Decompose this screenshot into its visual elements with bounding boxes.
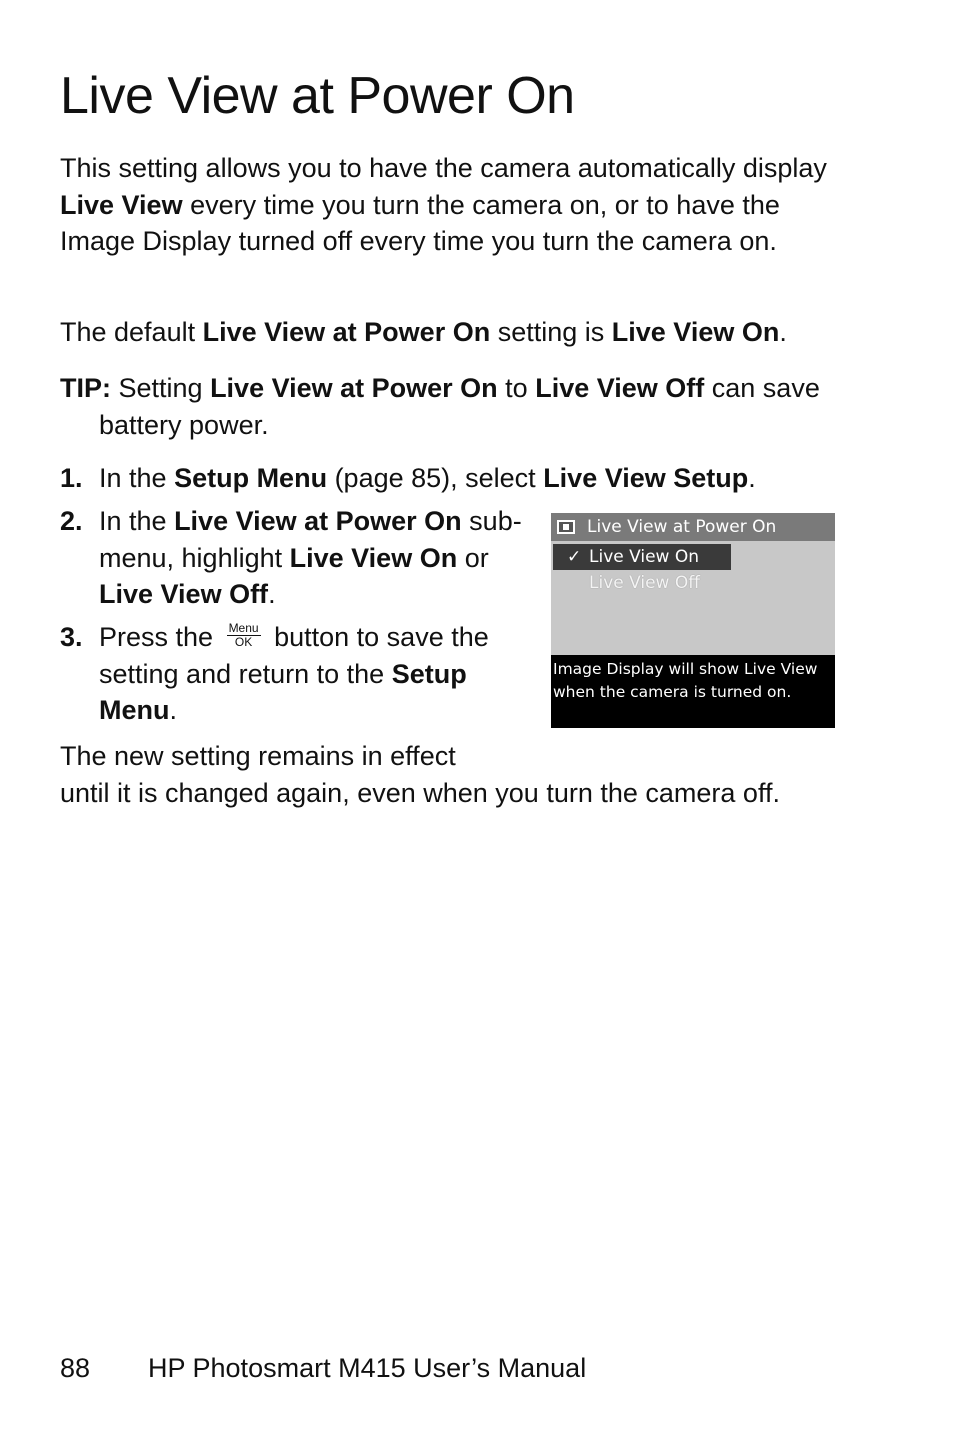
default-text-2: setting is (490, 317, 612, 347)
tip-paragraph (60, 370, 889, 443)
closing-line-1: The new setting remains in effect (60, 741, 456, 771)
default-bold-setting: Live View at Power On (202, 317, 491, 347)
step-text (99, 460, 859, 497)
step-bold-part: Live View at Power On (174, 506, 462, 536)
intro-bold: Live View (60, 189, 183, 220)
closing-paragraph (60, 738, 860, 811)
lcd-info-line-1: Image Display will show Live View (553, 660, 818, 678)
setup-menu-icon (557, 520, 575, 534)
step-text (99, 503, 539, 613)
step-text-part: In the (99, 506, 175, 536)
step-bold-part: Live View Setup (543, 463, 749, 493)
intro-text: This setting allows you to have the camera automatically display (60, 153, 827, 183)
step-text-part: . (268, 579, 276, 609)
step-number: 2. (60, 506, 83, 536)
intro-paragraph (60, 150, 850, 260)
lcd-header-title: Live View at Power On (587, 517, 777, 537)
step-number: 3. (60, 622, 83, 652)
default-paragraph (60, 314, 860, 351)
step-text-part: (page 85), select (327, 463, 544, 493)
step-text-part: In the (99, 463, 175, 493)
tip-label: TIP: (60, 373, 111, 403)
step-text-part: Press the (99, 622, 221, 652)
lcd-info-box (551, 655, 835, 728)
checkmark-icon: ✓ (567, 547, 582, 567)
default-text-3: . (779, 317, 787, 347)
tip-bold-value: Live View Off (535, 373, 705, 403)
menu-ok-bottom: OK (234, 635, 253, 650)
step-text (99, 619, 499, 729)
default-text: The default (60, 317, 203, 347)
page-number: 88 (60, 1353, 91, 1383)
closing-line-2: until it is changed again, even when you turn the camera off. (60, 777, 780, 808)
step-text-part: or (457, 542, 489, 573)
step-text-part: button to save the setting and return to the (99, 622, 489, 689)
lcd-selected-label: Live View On (589, 547, 700, 567)
tip-bold-setting: Live View at Power On (210, 373, 498, 403)
step-text-part: . (169, 695, 178, 725)
page-title: Live View at Power On (60, 67, 575, 125)
menu-ok-top: Menu (228, 621, 259, 636)
lcd-header (551, 513, 835, 541)
step-text-part: sub-menu, highlight (99, 506, 522, 573)
manual-title: HP Photosmart M415 User’s Manual (148, 1353, 587, 1383)
tip-text-3: can save battery power. (99, 373, 820, 440)
lcd-info-line-2: when the camera is turned on. (553, 683, 792, 701)
lcd-option-off: Live View Off (589, 573, 700, 593)
menu-ok-button-icon (227, 622, 261, 649)
tip-text: Setting (111, 373, 211, 403)
intro-text-2: every time you turn the camera on, or to have the Image Display turned off every time you turn the camera on. (60, 189, 780, 256)
step-bold-part: Live View On (289, 542, 458, 573)
step-text-part: . (748, 463, 756, 493)
step-bold-part: Setup Menu (99, 658, 467, 725)
step-bold-part: Setup Menu (174, 463, 328, 493)
lcd-selected-option (553, 544, 731, 570)
default-bold-value: Live View On (611, 317, 780, 347)
step-number: 1. (60, 463, 83, 493)
tip-text-2: to (497, 373, 536, 403)
step-bold-part: Live View Off (99, 579, 269, 609)
camera-screen-image (551, 513, 835, 728)
